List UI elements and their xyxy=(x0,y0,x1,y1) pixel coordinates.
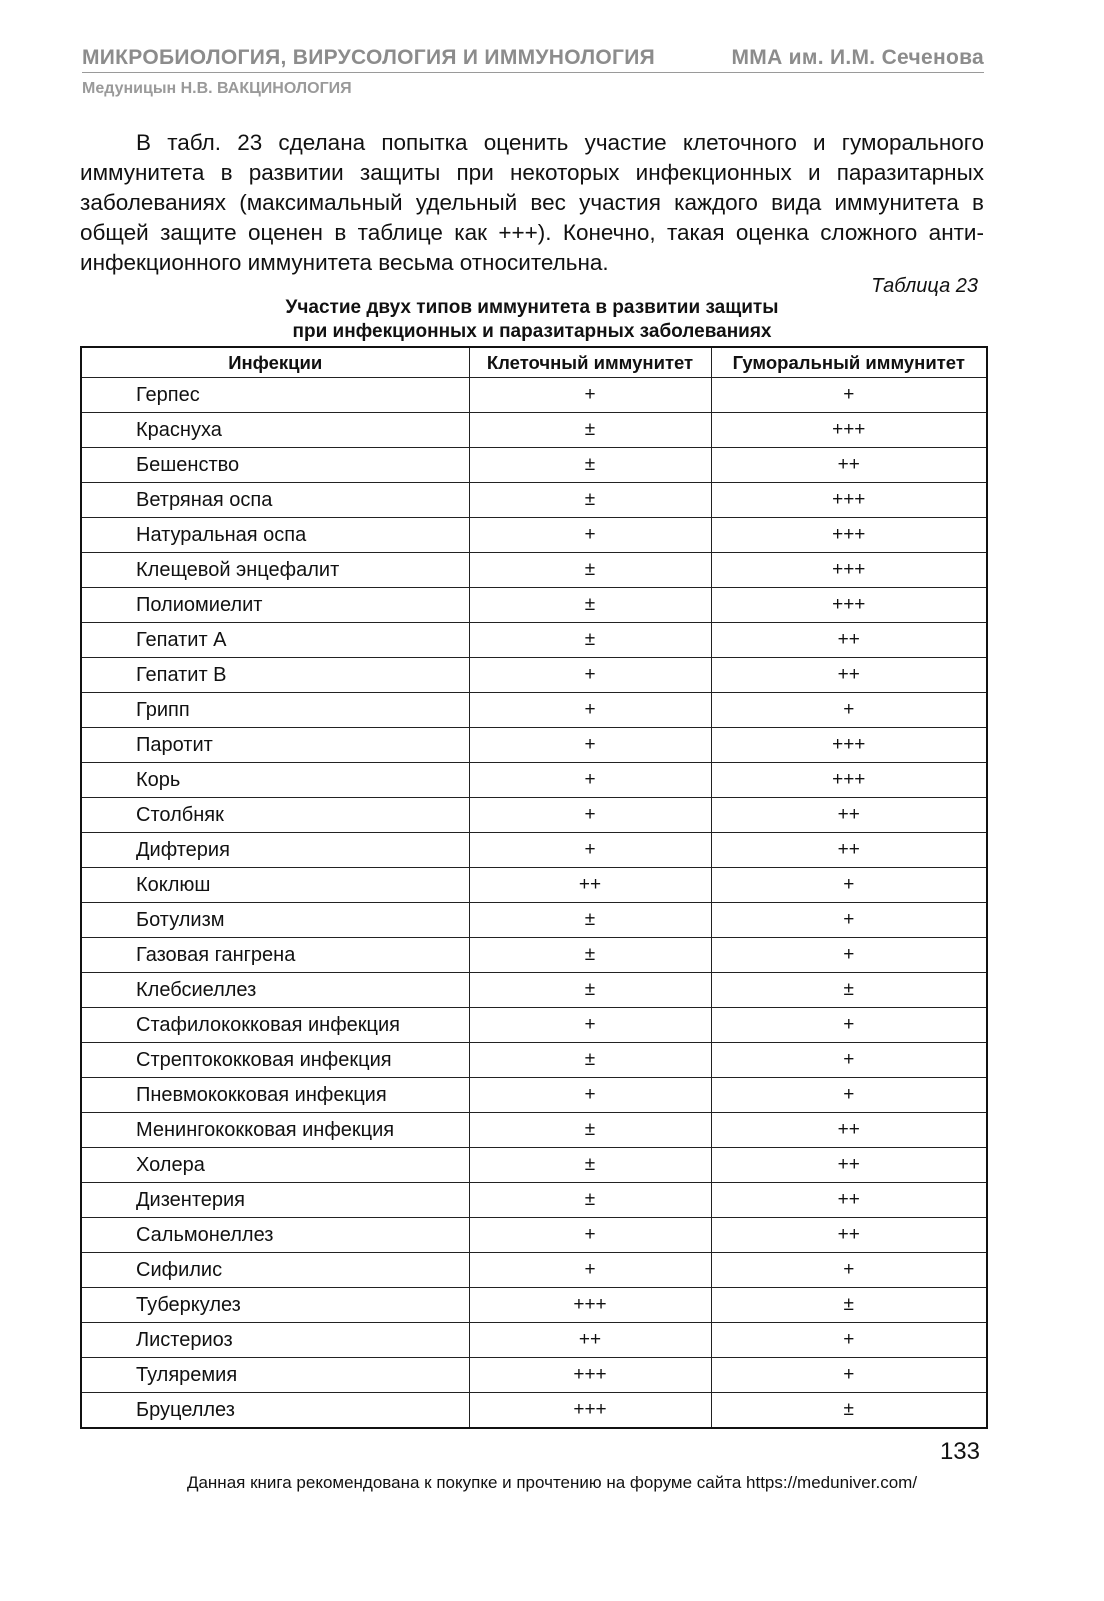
table-title-line2: при инфекционных и паразитарных заболеваниях xyxy=(292,321,772,342)
table-row xyxy=(81,938,987,973)
infection-name: Корь xyxy=(81,763,469,798)
cellular-value: ± xyxy=(469,1148,711,1183)
humoral-value: + xyxy=(711,903,987,938)
table-title xyxy=(80,296,984,344)
table-row xyxy=(81,553,987,588)
cellular-value: + xyxy=(469,693,711,728)
infection-name: Ботулизм xyxy=(81,903,469,938)
header-institution: ММА им. И.М. Сеченова xyxy=(731,46,984,69)
table-row xyxy=(81,868,987,903)
humoral-value: +++ xyxy=(711,588,987,623)
infection-name: Гепатит А xyxy=(81,623,469,658)
cellular-value: ± xyxy=(469,1113,711,1148)
infection-name: Пневмококковая инфекция xyxy=(81,1078,469,1113)
infection-name: Бруцеллез xyxy=(81,1393,469,1429)
cellular-value: ± xyxy=(469,553,711,588)
table-row xyxy=(81,833,987,868)
humoral-value: ± xyxy=(711,973,987,1008)
table-row xyxy=(81,973,987,1008)
infection-name: Туберкулез xyxy=(81,1288,469,1323)
infection-name: Бешенство xyxy=(81,448,469,483)
cellular-value: ± xyxy=(469,588,711,623)
column-header-infection: Инфекции xyxy=(81,347,469,378)
table-row xyxy=(81,728,987,763)
infection-name: Клещевой энцефалит xyxy=(81,553,469,588)
table-row xyxy=(81,693,987,728)
table-header-row xyxy=(81,347,987,378)
cellular-value: ± xyxy=(469,483,711,518)
cellular-value: ± xyxy=(469,973,711,1008)
table-row xyxy=(81,1043,987,1078)
infection-name: Сальмонеллез xyxy=(81,1218,469,1253)
cellular-value: + xyxy=(469,658,711,693)
infection-name: Грипп xyxy=(81,693,469,728)
column-header-cellular: Клеточный иммунитет xyxy=(469,347,711,378)
cellular-value: ± xyxy=(469,1043,711,1078)
infection-name: Стрептококковая инфекция xyxy=(81,1043,469,1078)
table-row xyxy=(81,1323,987,1358)
cellular-value: +++ xyxy=(469,1358,711,1393)
humoral-value: ++ xyxy=(711,798,987,833)
infection-name: Краснуха xyxy=(81,413,469,448)
cellular-value: + xyxy=(469,518,711,553)
infection-name: Коклюш xyxy=(81,868,469,903)
infection-name: Столбняк xyxy=(81,798,469,833)
humoral-value: + xyxy=(711,693,987,728)
humoral-value: + xyxy=(711,1358,987,1393)
page-number: 133 xyxy=(939,1438,980,1465)
table-row xyxy=(81,1113,987,1148)
humoral-value: +++ xyxy=(711,728,987,763)
humoral-value: + xyxy=(711,1253,987,1288)
table-row xyxy=(81,1078,987,1113)
humoral-value: + xyxy=(711,1323,987,1358)
humoral-value: ++ xyxy=(711,1183,987,1218)
table-row xyxy=(81,1148,987,1183)
humoral-value: ± xyxy=(711,1288,987,1323)
infection-name: Листериоз xyxy=(81,1323,469,1358)
table-row xyxy=(81,483,987,518)
infection-name: Газовая гангрена xyxy=(81,938,469,973)
humoral-value: +++ xyxy=(711,518,987,553)
table-row xyxy=(81,903,987,938)
infection-name: Холера xyxy=(81,1148,469,1183)
table-row xyxy=(81,1358,987,1393)
infection-name: Герпес xyxy=(81,378,469,413)
cellular-value: + xyxy=(469,763,711,798)
cellular-value: + xyxy=(469,1008,711,1043)
humoral-value: ++ xyxy=(711,658,987,693)
cellular-value: ± xyxy=(469,623,711,658)
infection-name: Стафилококковая инфекция xyxy=(81,1008,469,1043)
table-row xyxy=(81,623,987,658)
table-row xyxy=(81,1288,987,1323)
humoral-value: +++ xyxy=(711,413,987,448)
running-header xyxy=(82,46,984,73)
infection-name: Клебсиеллез xyxy=(81,973,469,1008)
humoral-value: + xyxy=(711,868,987,903)
infection-name: Ветряная оспа xyxy=(81,483,469,518)
cellular-value: + xyxy=(469,378,711,413)
humoral-value: + xyxy=(711,378,987,413)
cellular-value: + xyxy=(469,1218,711,1253)
humoral-value: ++ xyxy=(711,1148,987,1183)
table-label: Таблица 23 xyxy=(871,275,978,297)
infection-name: Дизентерия xyxy=(81,1183,469,1218)
cellular-value: ± xyxy=(469,448,711,483)
cellular-value: + xyxy=(469,728,711,763)
table-row xyxy=(81,1393,987,1429)
cellular-value: ± xyxy=(469,1183,711,1218)
cellular-value: ++ xyxy=(469,1323,711,1358)
cellular-value: +++ xyxy=(469,1288,711,1323)
infection-name: Полиомиелит xyxy=(81,588,469,623)
infection-name: Натуральная оспа xyxy=(81,518,469,553)
cellular-value: + xyxy=(469,1253,711,1288)
cellular-value: + xyxy=(469,833,711,868)
humoral-value: + xyxy=(711,1043,987,1078)
humoral-value: ± xyxy=(711,1393,987,1429)
table-row xyxy=(81,1218,987,1253)
table-row xyxy=(81,1008,987,1043)
footer-note: Данная книга рекомендована к покупке и прочтению на форуме сайта https://meduniver.com/ xyxy=(186,1473,918,1492)
cellular-value: ++ xyxy=(469,868,711,903)
infection-name: Паротит xyxy=(81,728,469,763)
humoral-value: ++ xyxy=(711,1218,987,1253)
cellular-value: +++ xyxy=(469,1393,711,1429)
cellular-value: ± xyxy=(469,938,711,973)
table-row xyxy=(81,378,987,413)
cellular-value: + xyxy=(469,798,711,833)
table-row xyxy=(81,763,987,798)
table-row xyxy=(81,798,987,833)
infection-name: Туляремия xyxy=(81,1358,469,1393)
table-row xyxy=(81,413,987,448)
table-row xyxy=(81,588,987,623)
column-header-humoral: Гуморальный иммунитет xyxy=(711,347,987,378)
table-row xyxy=(81,448,987,483)
intro-paragraph: В табл. 23 сделана попытка оценить участие клеточного и гуморального иммунитета в развитии защиты при некоторых инфекционных и паразитарных заболеваниях (максимальный удельный вес участия каждого вида иммунитета в общей защите оценен в таблице как +++). Конечно, такая оценка сложного антиинфекционного иммунитета весьма относительна. xyxy=(80,130,984,275)
header-author-book: Медуницын Н.В. ВАКЦИНОЛОГИЯ xyxy=(82,80,352,97)
humoral-value: +++ xyxy=(711,763,987,798)
humoral-value: +++ xyxy=(711,553,987,588)
humoral-value: + xyxy=(711,1078,987,1113)
humoral-value: + xyxy=(711,938,987,973)
cellular-value: ± xyxy=(469,903,711,938)
header-subject: МИКРОБИОЛОГИЯ, ВИРУСОЛОГИЯ И ИММУНОЛОГИЯ xyxy=(82,46,656,69)
immunity-table xyxy=(80,346,988,1429)
infection-name: Дифтерия xyxy=(81,833,469,868)
table-title-line1: Участие двух типов иммунитета в развитии защиты xyxy=(285,297,779,318)
cellular-value: ± xyxy=(469,413,711,448)
infection-name: Менингококковая инфекция xyxy=(81,1113,469,1148)
humoral-value: ++ xyxy=(711,623,987,658)
table-row xyxy=(81,1183,987,1218)
table-row xyxy=(81,1253,987,1288)
humoral-value: +++ xyxy=(711,483,987,518)
table-row xyxy=(81,658,987,693)
infection-name: Сифилис xyxy=(81,1253,469,1288)
humoral-value: ++ xyxy=(711,833,987,868)
infection-name: Гепатит В xyxy=(81,658,469,693)
humoral-value: ++ xyxy=(711,1113,987,1148)
humoral-value: ++ xyxy=(711,448,987,483)
humoral-value: + xyxy=(711,1008,987,1043)
cellular-value: + xyxy=(469,1078,711,1113)
table-body xyxy=(81,378,987,1429)
table-row xyxy=(81,518,987,553)
